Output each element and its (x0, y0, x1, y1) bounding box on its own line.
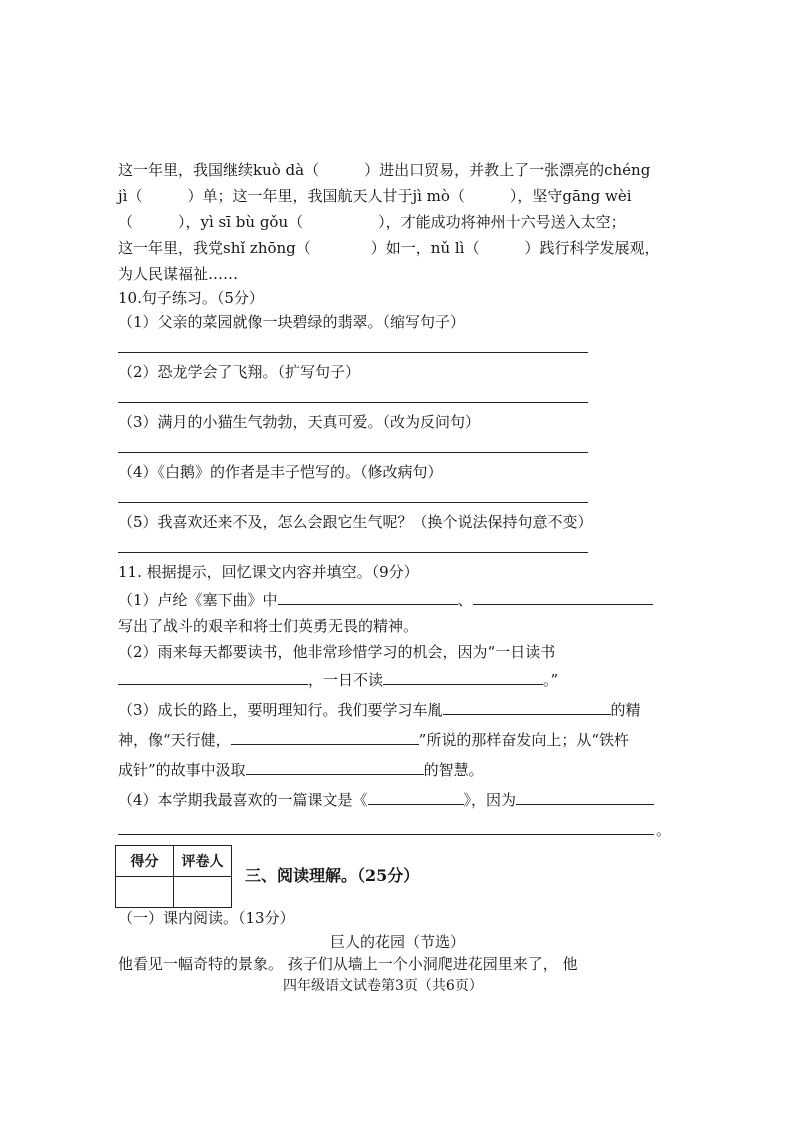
q10-answer-line-2[interactable] (118, 402, 588, 403)
q10-item-1: （1）父亲的菜园就像一块碧绿的翡翠。（缩写句子） (118, 313, 466, 331)
q9-line-2: jì（ ）单；这一年里，我国航天人甘于jì mò（ ），坚守gāng wèi (118, 187, 632, 205)
q11-heading: 11. 根据提示，回忆课文内容并填空。（9分） (118, 563, 419, 581)
grader-cell[interactable] (174, 877, 232, 908)
q10-item-5: （5）我喜欢还来不及，怎么会跟它生气呢？（换个说法保持句意不变） (118, 513, 593, 531)
q11-part-2-blank-a[interactable] (118, 670, 308, 685)
q10-answer-line-4[interactable] (118, 502, 588, 503)
score-header: 得分 (116, 846, 174, 877)
q10-heading: 10.句子练习。（5分） (118, 289, 264, 307)
page-footer: 四年级语文试卷第3页（共6页） (283, 978, 483, 994)
q9-line-1: 这一年里，我国继续kuò dà（ ）进出口贸易，并教上了一张漂亮的chéng (118, 161, 651, 179)
q11-part-4-blank-reason-a[interactable] (516, 790, 654, 805)
q10-answer-line-1[interactable] (118, 352, 588, 353)
q11-part-3-line-1 (118, 700, 641, 720)
grader-header: 评卷人 (174, 846, 232, 877)
q11-part-3-suffix: 的智慧。 (423, 761, 484, 779)
q11-part-4-mid: 》，因为 (463, 791, 517, 809)
q11-part-2-blank-b[interactable] (383, 670, 543, 685)
section-3-title: 三、阅读理解。（25分） (245, 866, 420, 885)
q11-part-3-blank-c[interactable] (246, 760, 424, 775)
q11-part-4-blank-title[interactable] (368, 790, 464, 805)
q11-part-1-sep: 、 (457, 591, 473, 609)
q11-part-3-blank-b[interactable] (231, 730, 419, 745)
q9-line-4: 这一年里，我党shǐ zhōng（ ）如一，nǔ lì（ ）践行科学发展观， (118, 239, 660, 257)
q10-answer-line-5[interactable] (118, 552, 588, 553)
q11-part-1-cont: 写出了战斗的艰辛和将士们英勇无畏的精神。 (118, 617, 419, 635)
score-cell[interactable] (116, 877, 174, 908)
q11-part-2-end: 。” (543, 671, 559, 689)
reading-subheading: （一）课内阅读。（13分） (118, 909, 295, 927)
q10-item-3: （3）满月的小猫生气勃勃，天真可爱。（改为反问句） (118, 413, 481, 431)
q11-part-3-prefix: 成针”的故事中汲取 (118, 761, 246, 779)
q11-part-2-prompt: （2）雨来每天都要读书，他非常珍惜学习的机会，因为“一日读书 (118, 643, 556, 661)
q11-part-4-prompt: （4）本学期我最喜欢的一篇课文是《 (118, 791, 368, 809)
q11-part-2-line (118, 670, 558, 690)
q11-part-3-mid: 神，像“天行健， (118, 731, 231, 749)
reading-title: 巨人的花园（节选） (330, 933, 466, 951)
q11-part-1-line (118, 590, 653, 610)
q11-part-4-blank-reason-b[interactable] (118, 834, 654, 835)
q11-part-3-line-3 (118, 760, 484, 780)
q11-part-4-end: 。 (656, 821, 672, 839)
q11-part-3-prompt: （3）成长的路上，要明理知行。我们要学习车胤 (118, 701, 443, 719)
q10-item-4: （4）《白鹅》的作者是丰子恺写的。（修改病句） (118, 463, 443, 481)
q9-line-5: 为人民谋福祉…… (118, 265, 239, 283)
q11-part-1-prompt: （1）卢纶《塞下曲》中 (118, 591, 278, 609)
q11-part-2-mid: ，一日不读 (308, 671, 384, 689)
score-table (115, 845, 232, 908)
q10-answer-line-3[interactable] (118, 452, 588, 453)
q11-part-3-after-b: ”所说的那样奋发向上；从“铁杵 (418, 731, 630, 749)
q11-part-1-blank-a[interactable] (278, 590, 458, 605)
q11-part-3-blank-a[interactable] (443, 700, 611, 715)
q11-part-1-blank-b[interactable] (473, 590, 653, 605)
reading-text: 他看见一幅奇特的景象。 孩子们从墙上一个小洞爬进花园里来了， 他 (118, 955, 578, 973)
q10-item-2: （2）恐龙学会了飞翔。（扩写句子） (118, 363, 361, 381)
q9-line-3: （ ），yì sī bù gǒu（ ），才能成功将神州十六号送入太空； (118, 213, 626, 231)
q11-part-3-after-a: 的精 (610, 701, 641, 719)
q11-part-4-line (118, 790, 654, 810)
q11-part-3-line-2 (118, 730, 629, 750)
